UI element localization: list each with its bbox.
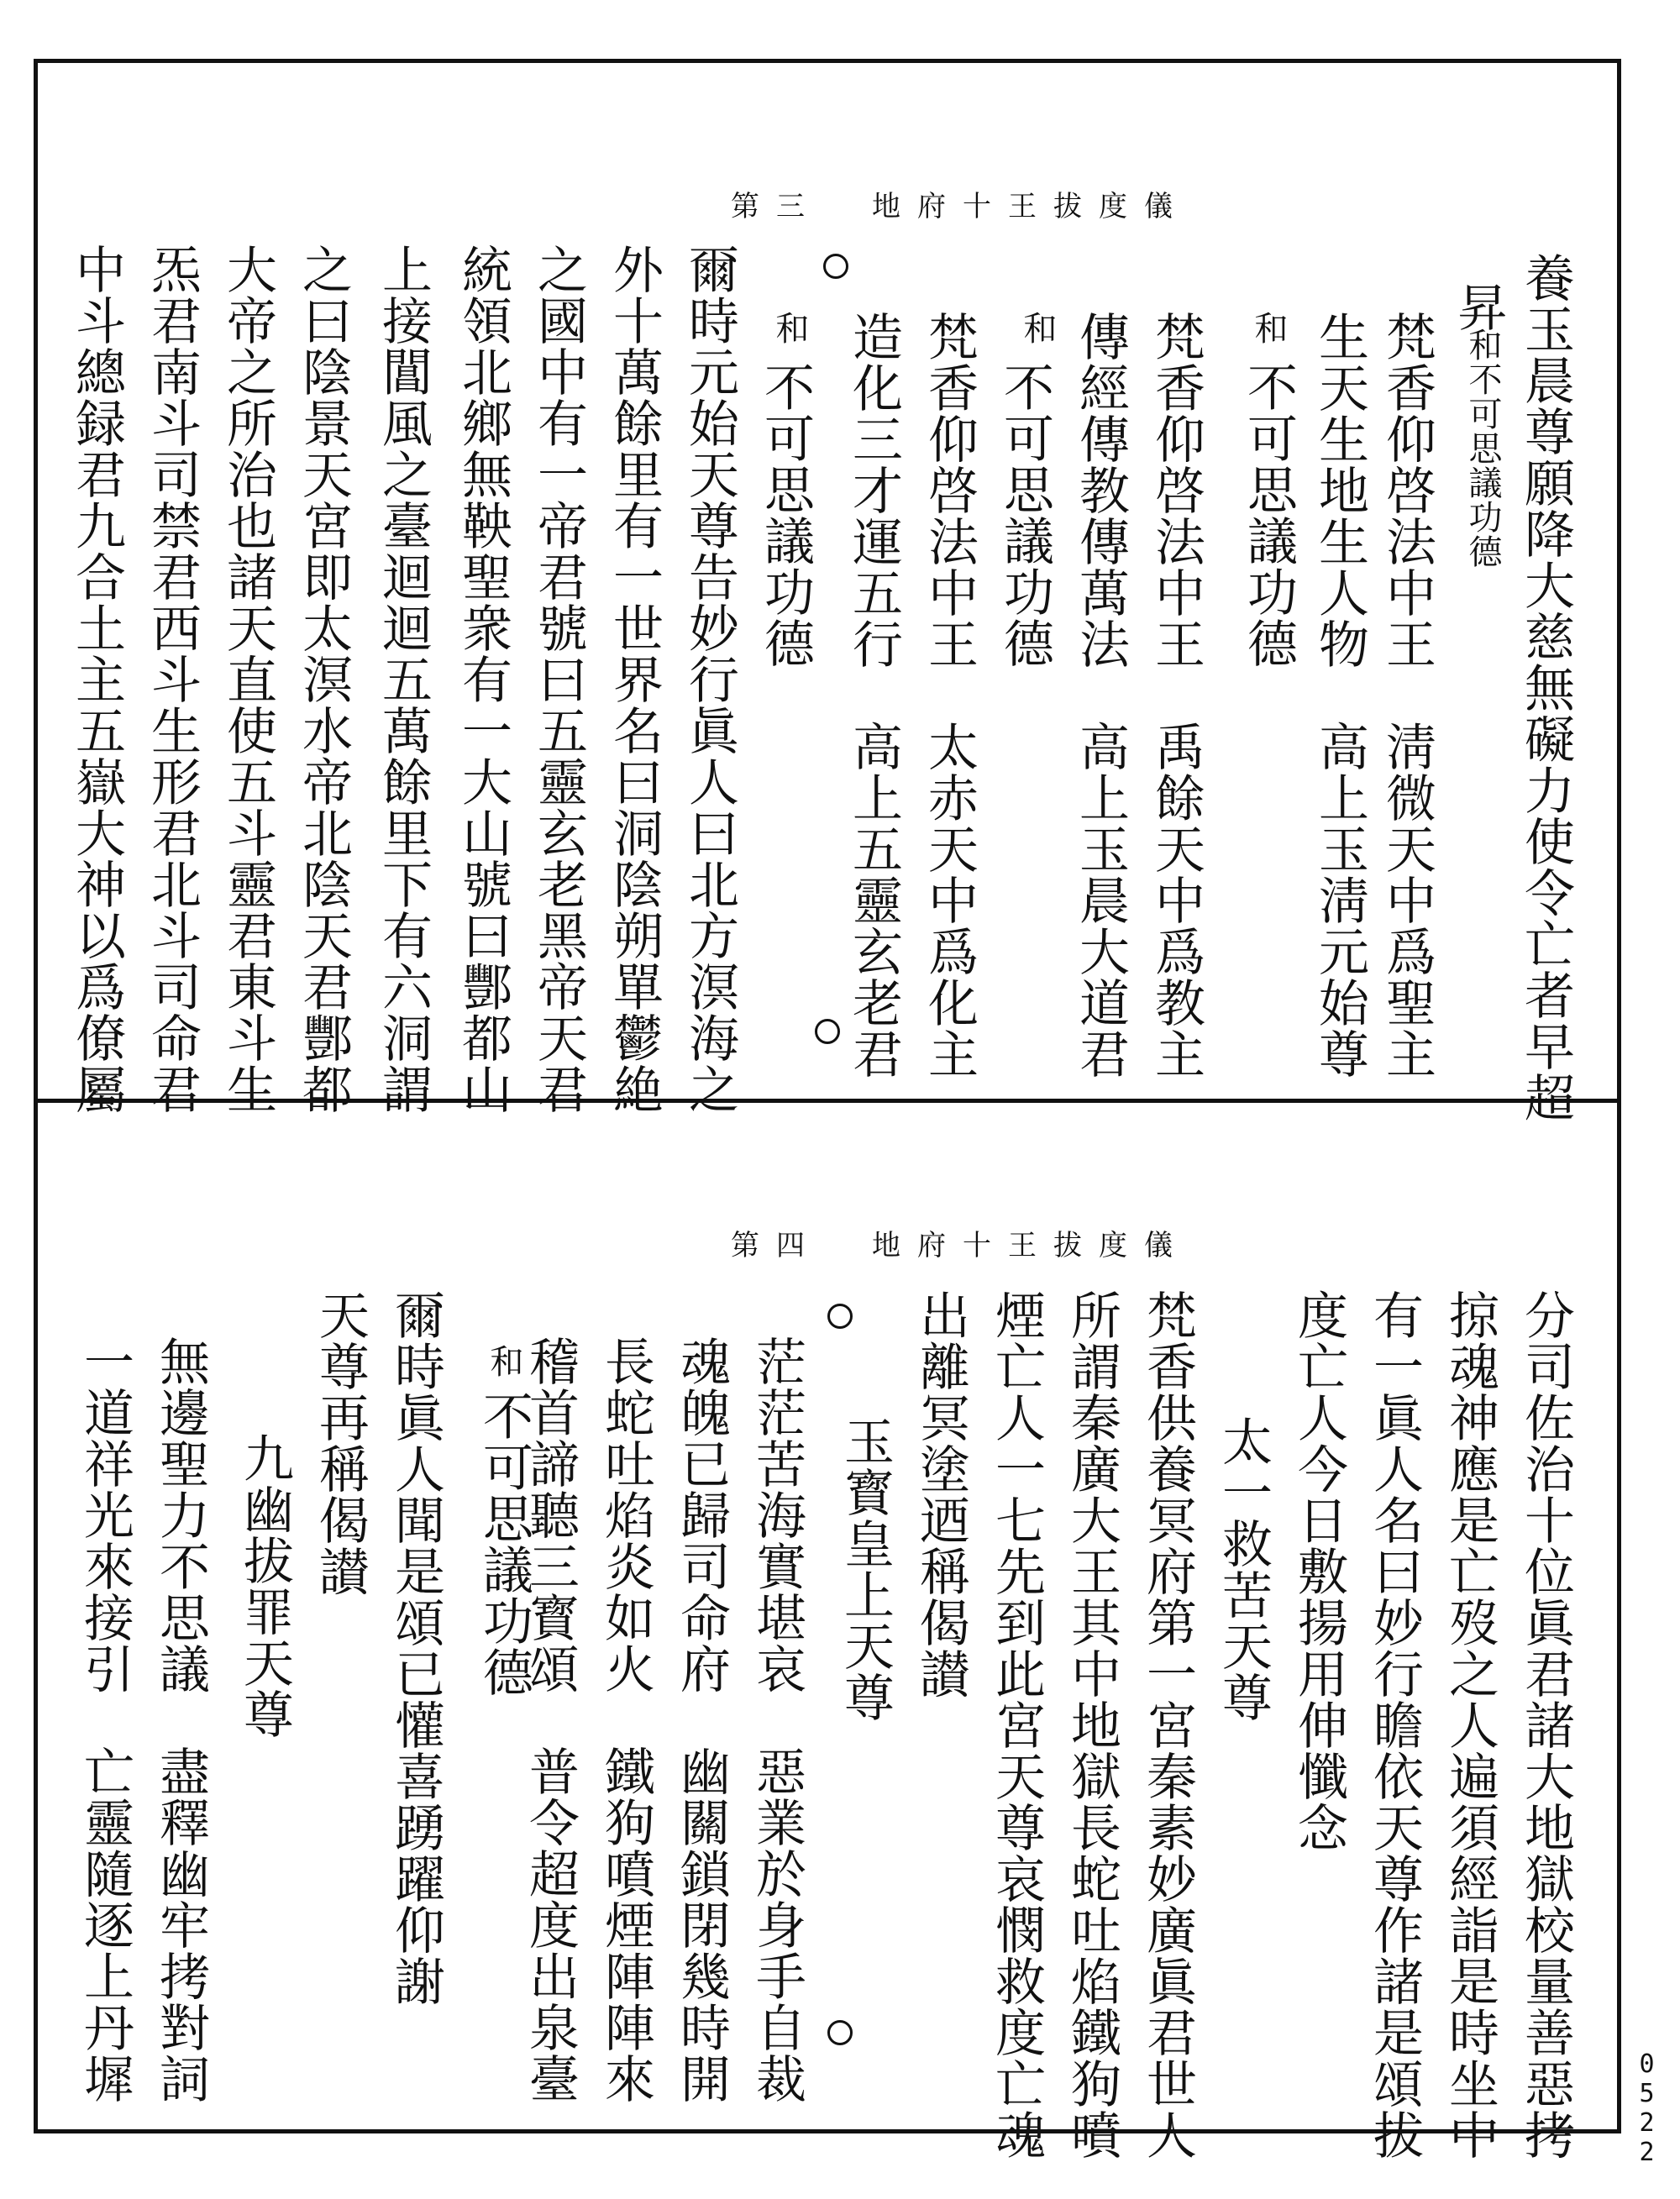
text-column: 和 xyxy=(770,311,809,345)
text-column: 所謂秦廣大王其中地獄長蛇吐焰鐵狗噴 xyxy=(1063,1289,1121,2160)
text-column: 玉寳皇上天尊 xyxy=(836,1415,895,1723)
text-column: 魂魄已歸司命府 幽關鎖閉幾時開 xyxy=(672,1336,731,2104)
page-number: 0522 xyxy=(1632,2049,1662,2167)
text-column: 茫茫苦海實堪哀 惡業於身手自裁 xyxy=(748,1336,806,2104)
lower-header xyxy=(731,1222,1189,1263)
text-column: 掠魂神應是亡歿之人遍須經詣是時坐中 xyxy=(1441,1289,1499,2160)
text-column: 之國中有一帝君號曰五靈玄老黑帝天君 xyxy=(529,244,588,1115)
text-column: 不可思議功德 xyxy=(756,361,815,669)
text-column: 生天生地生人物 高上玉淸元始尊 xyxy=(1310,311,1369,1079)
text-column: 養玉晨尊願降大慈無礙力使令亡者早超 xyxy=(1516,252,1575,1123)
text-column: 和不可思議功德 xyxy=(1463,328,1502,569)
text-column: 分司佐治十位眞君諸大地獄校量善惡拷 xyxy=(1516,1289,1575,2160)
text-column: 梵香仰啓法中王 淸微天中爲聖主 xyxy=(1378,311,1436,1079)
upper-header-title: 地府十王拔度儀 xyxy=(872,190,1189,223)
text-column: 炁君南斗司禁君西斗生形君北斗司命君 xyxy=(143,244,202,1115)
text-column: 不可思議功德 xyxy=(995,361,1054,669)
text-column: 爾時眞人聞是頌已懽喜踴躍仰謝 xyxy=(386,1289,445,2007)
text-column: 出離冥塗迺稱偈讃 xyxy=(911,1289,970,1699)
text-column: 昇 xyxy=(1449,281,1508,333)
text-column: 長蛇吐焰炎如火 鐵狗噴煙陣陣來 xyxy=(596,1336,655,2104)
punch-hole-circle xyxy=(827,2020,853,2045)
text-column: 不可思議功德 xyxy=(475,1390,533,1698)
text-column: 和 xyxy=(1018,311,1057,345)
text-column: 傳經傳教傳萬法 高上玉晨大道君 xyxy=(1071,311,1130,1079)
text-column: 稽首諦聽三寳頌 普令超度出泉臺 xyxy=(521,1336,580,2104)
text-column: 上接閶風之臺迴迴五萬餘里下有六洞謂 xyxy=(374,244,433,1115)
text-column: 梵香仰啓法中王 禹餘天中爲教主 xyxy=(1147,311,1205,1079)
upper-header xyxy=(731,183,1189,224)
text-column: 無邊聖力不思議 盡釋幽牢拷對詞 xyxy=(151,1336,210,2104)
upper-header-page: 第三 xyxy=(731,190,822,223)
text-column: 有一眞人名曰妙行瞻依天尊作諸是頌拔 xyxy=(1365,1289,1424,2160)
text-column: 之曰陰景天宮即太溟水帝北陰天君酆都 xyxy=(294,244,353,1115)
text-column: 九幽拔罪天尊 xyxy=(235,1432,294,1740)
text-column: 大帝之所治也諸天直使五斗靈君東斗生 xyxy=(218,244,277,1115)
text-column: 和 xyxy=(1249,311,1288,345)
lower-header-page: 第四 xyxy=(731,1229,822,1262)
punch-hole-circle xyxy=(823,254,848,279)
lower-header-title: 地府十王拔度儀 xyxy=(872,1229,1189,1262)
text-column: 天尊再稱偈讃 xyxy=(311,1289,370,1597)
text-column: 太一救苦天尊 xyxy=(1214,1415,1273,1723)
text-column: 造化三才運五行 高上五靈玄老君 xyxy=(844,311,903,1079)
text-column: 中斗總録君九合土主五嶽大神以爲僚屬 xyxy=(67,244,126,1115)
punch-hole-circle xyxy=(815,1019,840,1044)
text-column: 一道祥光來接引 亡靈隨逐上丹墀 xyxy=(76,1336,134,2104)
text-column: 外十萬餘里有一世界名曰洞陰朔單鬱絶 xyxy=(605,244,664,1115)
text-column: 不可思議功德 xyxy=(1239,361,1298,669)
text-column: 度亡人今日敷揚用伸懺念 xyxy=(1289,1289,1348,1853)
text-column: 爾時元始天尊告妙行眞人曰北方溟海之 xyxy=(680,244,739,1115)
punch-hole-circle xyxy=(827,1304,853,1329)
text-column: 梵香供養冥府第一宮秦素妙廣眞君世人 xyxy=(1138,1289,1197,2160)
text-column: 和 xyxy=(485,1344,523,1378)
text-column: 統領北鄉無鞅聖衆有一大山號曰酆都山 xyxy=(454,244,512,1115)
text-column: 梵香仰啓法中王 太赤天中爲化主 xyxy=(920,311,979,1079)
text-column: 煙亡人一七先到此宮天尊哀憫救度亡魂 xyxy=(987,1289,1046,2160)
